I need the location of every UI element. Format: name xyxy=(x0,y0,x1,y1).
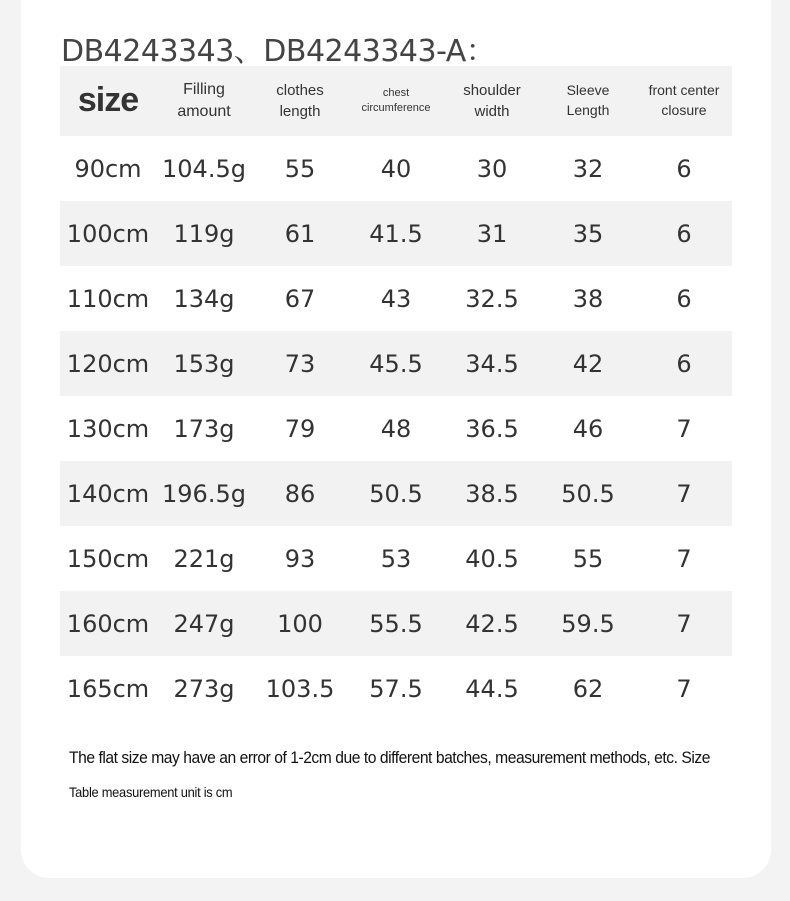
cell-closure: 7 xyxy=(676,414,692,443)
cell-chest: 53 xyxy=(380,544,412,573)
table-row xyxy=(60,331,732,396)
header-front-center-closure: front center closure xyxy=(648,82,720,118)
table-row xyxy=(60,136,732,201)
cell-chest: 40 xyxy=(380,154,412,183)
header-filling-amount: Filling amount xyxy=(177,80,231,120)
cell-sleeve: 46 xyxy=(572,414,604,443)
cell-length: 55 xyxy=(284,154,316,183)
cell-length: 86 xyxy=(284,479,316,508)
cell-sleeve: 38 xyxy=(572,284,604,313)
cell-filling: 104.5g xyxy=(162,154,246,183)
cell-filling: 134g xyxy=(173,284,235,313)
cell-filling: 196.5g xyxy=(162,479,246,508)
cell-shoulder: 38.5 xyxy=(465,479,519,508)
header-shoulder-width: shoulder width xyxy=(463,82,521,120)
cell-length: 67 xyxy=(284,284,316,313)
cell-sleeve: 50.5 xyxy=(561,479,615,508)
cell-shoulder: 32.5 xyxy=(465,284,519,313)
cell-chest: 41.5 xyxy=(369,219,423,248)
header-chest-circumference: chest circumference xyxy=(361,86,431,114)
cell-chest: 55.5 xyxy=(369,609,423,638)
cell-sleeve: 62 xyxy=(572,674,604,703)
cell-size: 130cm xyxy=(66,414,150,443)
cell-size: 110cm xyxy=(66,284,150,313)
cell-chest: 45.5 xyxy=(369,349,423,378)
table-row xyxy=(60,656,732,721)
cell-closure: 6 xyxy=(676,219,692,248)
cell-sleeve: 32 xyxy=(572,154,604,183)
cell-sleeve: 35 xyxy=(572,219,604,248)
table-row xyxy=(60,591,732,656)
cell-closure: 7 xyxy=(676,544,692,573)
cell-size: 100cm xyxy=(66,219,150,248)
cell-chest: 48 xyxy=(380,414,412,443)
cell-chest: 50.5 xyxy=(369,479,423,508)
cell-closure: 7 xyxy=(676,609,692,638)
cell-closure: 6 xyxy=(676,349,692,378)
cell-shoulder: 40.5 xyxy=(465,544,519,573)
table-row xyxy=(60,201,732,266)
cell-length: 61 xyxy=(284,219,316,248)
cell-size: 165cm xyxy=(66,674,150,703)
cell-filling: 173g xyxy=(173,414,235,443)
cell-shoulder: 34.5 xyxy=(465,349,519,378)
cell-shoulder: 31 xyxy=(476,219,508,248)
cell-sleeve: 42 xyxy=(572,349,604,378)
cell-filling: 247g xyxy=(173,609,235,638)
cell-length: 103.5 xyxy=(265,674,335,703)
measurement-error-note: The flat size may have an error of 1-2cm due to different batches, measurement methods, etc. Size xyxy=(69,748,710,767)
cell-chest: 57.5 xyxy=(369,674,423,703)
cell-sleeve: 55 xyxy=(572,544,604,573)
cell-length: 73 xyxy=(284,349,316,378)
cell-chest: 43 xyxy=(380,284,412,313)
table-header-row xyxy=(60,66,732,136)
cell-size: 120cm xyxy=(66,349,150,378)
cell-size: 150cm xyxy=(66,544,150,573)
cell-closure: 7 xyxy=(676,674,692,703)
cell-filling: 221g xyxy=(173,544,235,573)
cell-closure: 6 xyxy=(676,154,692,183)
cell-shoulder: 30 xyxy=(476,154,508,183)
cell-size: 140cm xyxy=(66,479,150,508)
cell-sleeve: 59.5 xyxy=(561,609,615,638)
cell-length: 79 xyxy=(284,414,316,443)
header-size: size xyxy=(77,81,139,120)
cell-shoulder: 44.5 xyxy=(465,674,519,703)
cell-size: 160cm xyxy=(66,609,150,638)
header-sleeve-length: Sleeve Length xyxy=(566,82,610,118)
header-clothes-length: clothes length xyxy=(276,82,324,120)
cell-shoulder: 42.5 xyxy=(465,609,519,638)
cell-filling: 153g xyxy=(173,349,235,378)
cell-length: 100 xyxy=(277,609,323,638)
table-row xyxy=(60,461,732,526)
cell-filling: 119g xyxy=(173,219,235,248)
cell-closure: 6 xyxy=(676,284,692,313)
cell-size: 90cm xyxy=(74,154,142,183)
table-row xyxy=(60,526,732,591)
product-codes-title: DB4243343、DB4243343-A： xyxy=(61,34,496,69)
cell-closure: 7 xyxy=(676,479,692,508)
table-row xyxy=(60,266,732,331)
table-row xyxy=(60,396,732,461)
cell-length: 93 xyxy=(284,544,316,573)
cell-shoulder: 36.5 xyxy=(465,414,519,443)
size-table xyxy=(60,66,732,721)
cell-filling: 273g xyxy=(173,674,235,703)
measurement-unit-note: Table measurement unit is cm xyxy=(69,784,233,800)
